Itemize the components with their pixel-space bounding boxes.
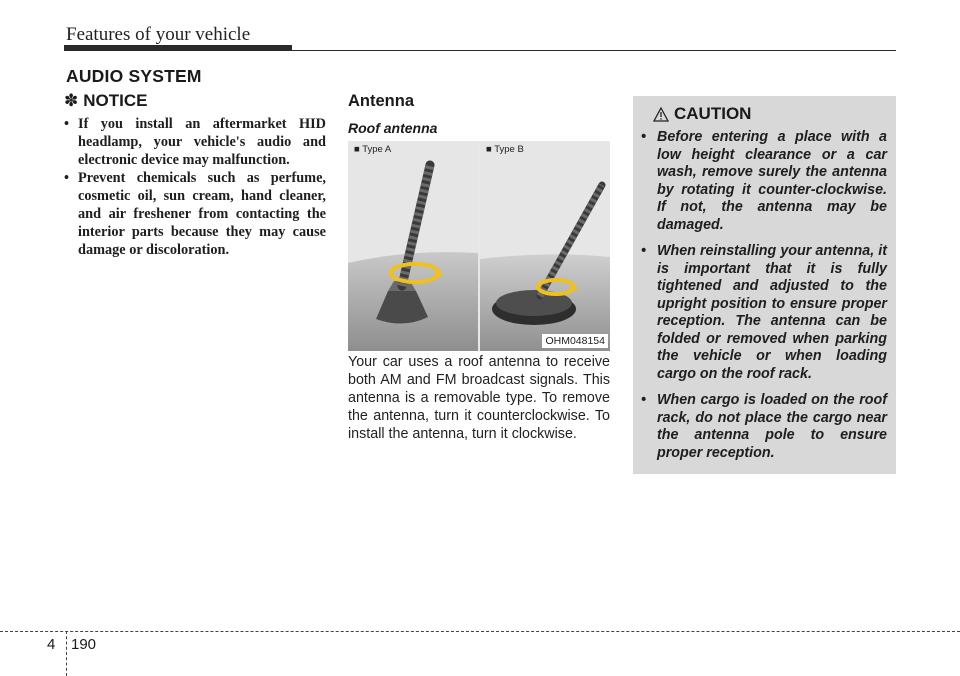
chapter-title: Features of your vehicle: [66, 24, 251, 45]
bullet: •: [64, 170, 70, 186]
section-title: AUDIO SYSTEM: [66, 66, 202, 86]
bullet: •: [641, 243, 647, 259]
notice-heading: [64, 91, 326, 111]
type-a-antenna-illustration: [348, 141, 478, 351]
notice-list: [64, 115, 326, 259]
caution-item-text: When reinstalling your antenna, it is important that it is fully tightened and adjusted to the upright position to ensure proper reception. The antenna can be folded or removed when parking the vehicle or when loading cargo on the roof rack.: [657, 243, 887, 382]
header-rule: [292, 50, 896, 51]
type-b-label: ■ Type B: [486, 144, 524, 155]
footer-divider: [66, 631, 67, 676]
notice-item-text: Prevent chemicals such as perfume, cosmetic oil, sun cream, hand cleaner, and air freshener from contacting the interior parts because they may cause damage or discoloration.: [78, 170, 326, 258]
header-bar: [64, 45, 292, 51]
warning-triangle-icon: [653, 107, 669, 122]
caution-list: [641, 129, 887, 471]
caution-item: [641, 243, 887, 383]
figure-panel-type-a: [348, 141, 478, 351]
notice-heading-text: NOTICE: [83, 91, 148, 110]
caution-title: [653, 104, 751, 124]
notice-item: [64, 169, 326, 259]
notice-star-icon: ✽: [64, 91, 79, 110]
caution-box: [633, 96, 896, 474]
type-b-antenna-illustration: [480, 141, 610, 351]
notice-block: [64, 91, 326, 259]
footer-rule: [0, 631, 960, 632]
antenna-figure: [348, 141, 610, 351]
caution-item-text: When cargo is loaded on the roof rack, do not place the cargo near the antenna pole to ensure proper reception.: [657, 392, 887, 461]
page-number: 190: [71, 636, 97, 653]
bullet: •: [641, 392, 647, 408]
bullet: •: [641, 129, 647, 145]
bullet: •: [64, 116, 70, 132]
caution-heading: CAUTION: [674, 104, 752, 123]
antenna-body-text: Your car uses a roof antenna to receive both AM and FM broadcast signals. This antenna is a removable type. To remove the antenna, turn it counterclockwise. To install the antenna, turn it clockwise.: [348, 354, 610, 442]
type-a-label: ■ Type A: [354, 144, 392, 155]
antenna-heading: Antenna: [348, 92, 414, 110]
caution-item-text: Before entering a place with a low height clearance or a car wash, remove surely the antenna by rotating it counter-clockwise. If not, the antenna may be damaged.: [657, 129, 887, 233]
antenna-subheading: Roof antenna: [348, 120, 438, 136]
notice-item-text: If you install an aftermarket HID headlamp, your vehicle's audio and electronic device may malfunction.: [78, 116, 326, 168]
chapter-number: 4: [47, 636, 56, 653]
figure-code: OHM048154: [542, 334, 608, 348]
notice-item: [64, 115, 326, 169]
figure-panel-type-b: [480, 141, 610, 351]
caution-item: [641, 129, 887, 234]
caution-item: [641, 392, 887, 462]
